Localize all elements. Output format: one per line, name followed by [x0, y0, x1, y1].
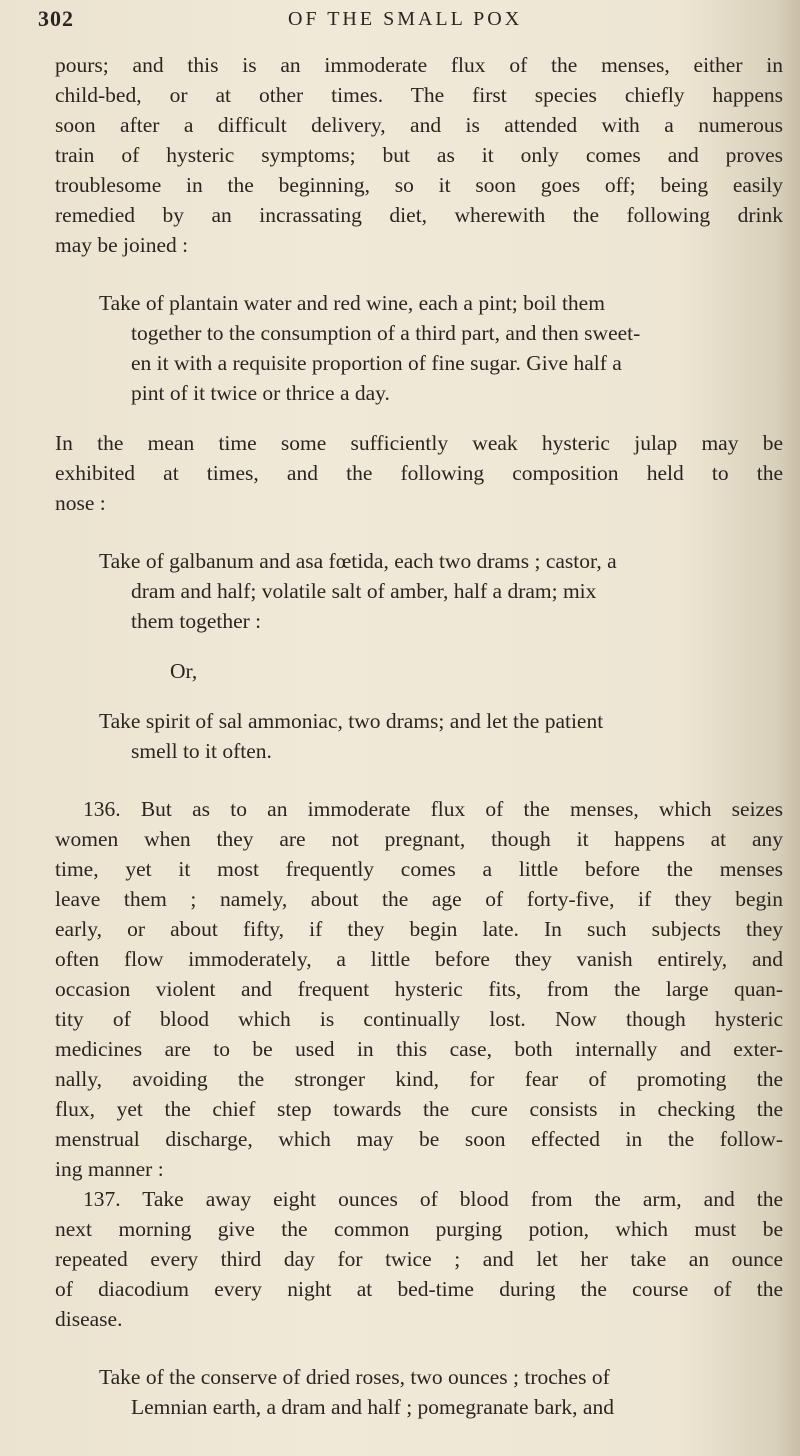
- paragraph-section-137-body: [55, 1214, 783, 1334]
- text-line: disease.: [55, 1307, 123, 1331]
- recipe-sal-ammoniac: [55, 706, 783, 766]
- paragraph-section-136: [83, 794, 783, 824]
- text-line: train of hysteric symptoms; but as it only comes and proves: [55, 143, 783, 167]
- text-line: women when they are not pregnant, though it happens at any: [55, 827, 783, 851]
- text-line: next morning give the common purging potion, which must be: [55, 1217, 783, 1241]
- text-line: may be joined :: [55, 233, 189, 257]
- page-number: 302: [38, 6, 74, 31]
- text-line: Take of the conserve of dried roses, two ounces ; troches of: [99, 1365, 610, 1389]
- text-line: soon after a difficult delivery, and is attended with a numerous: [55, 113, 783, 137]
- recipe-conserve-of-roses: [55, 1362, 783, 1422]
- recipe-plantain-water: [55, 288, 783, 408]
- text-line: 137. Take away eight ounces of blood from the arm, and the: [83, 1187, 783, 1211]
- paragraph-section-137-first: [83, 1184, 783, 1214]
- text-line: pint of it twice or thrice a day.: [131, 381, 390, 405]
- text-line: 136. But as to an immoderate flux of the menses, which seizes: [83, 797, 783, 821]
- running-title: OF THE SMALL POX: [288, 8, 523, 30]
- or-separator: Or,: [170, 659, 198, 683]
- text-line: In the mean time some sufficiently weak hysteric julap may be: [55, 431, 783, 455]
- text-line: remedied by an incrassating diet, wherewith the following drink: [55, 203, 783, 227]
- text-line: flux, yet the chief step towards the cure consists in checking the: [55, 1097, 783, 1121]
- text-line: together to the consumption of a third part, and then sweet-: [131, 321, 641, 345]
- text-line: time, yet it most frequently comes a little before the menses: [55, 857, 783, 881]
- text-line: exhibited at times, and the following composition held to the: [55, 461, 783, 485]
- text-line: Take of plantain water and red wine, each a pint; boil them: [99, 291, 605, 315]
- text-line: early, or about fifty, if they begin late. In such subjects they: [55, 917, 783, 941]
- text-line: tity of blood which is continually lost. Now though hysteric: [55, 1007, 783, 1031]
- text-line: leave them ; namely, about the age of forty-five, if they begin: [55, 887, 783, 911]
- text-line: pours; and this is an immoderate flux of the menses, either in: [55, 53, 783, 77]
- text-line: medicines are to be used in this case, both internally and exter-: [55, 1037, 783, 1061]
- text-line: child-bed, or at other times. The first species chiefly happens: [55, 83, 783, 107]
- text-line: en it with a requisite proportion of fine sugar. Give half a: [131, 351, 622, 375]
- text-line: nose :: [55, 491, 106, 515]
- body-text: [55, 50, 783, 1422]
- text-line: troublesome in the beginning, so it soon goes off; being easily: [55, 173, 783, 197]
- text-line: ing manner :: [55, 1157, 164, 1181]
- running-head: [38, 6, 778, 46]
- text-line: Take spirit of sal ammoniac, two drams; and let the patient: [99, 709, 604, 733]
- paragraph-flux-of-menses: [55, 50, 783, 260]
- text-line: them together :: [131, 609, 262, 633]
- text-line: Take of galbanum and asa fœtida, each two drams ; castor, a: [99, 549, 617, 573]
- text-line: Lemnian earth, a dram and half ; pomegranate bark, and: [131, 1395, 614, 1419]
- text-line: of diacodium every night at bed-time during the course of the: [55, 1277, 783, 1301]
- paragraph-section-136-body: [55, 824, 783, 1184]
- text-line: repeated every third day for twice ; and let her take an ounce: [55, 1247, 783, 1271]
- recipe-galbanum: [55, 546, 783, 636]
- text-line: dram and half; volatile salt of amber, half a dram; mix: [131, 579, 597, 603]
- text-line: menstrual discharge, which may be soon effected in the follow-: [55, 1127, 783, 1151]
- paragraph-hysteric-julap: [55, 428, 783, 518]
- text-line: smell to it often.: [131, 739, 272, 763]
- text-line: nally, avoiding the stronger kind, for fear of promoting the: [55, 1067, 783, 1091]
- text-line: occasion violent and frequent hysteric fits, from the large quan-: [55, 977, 783, 1001]
- text-line: often flow immoderately, a little before they vanish entirely, and: [55, 947, 783, 971]
